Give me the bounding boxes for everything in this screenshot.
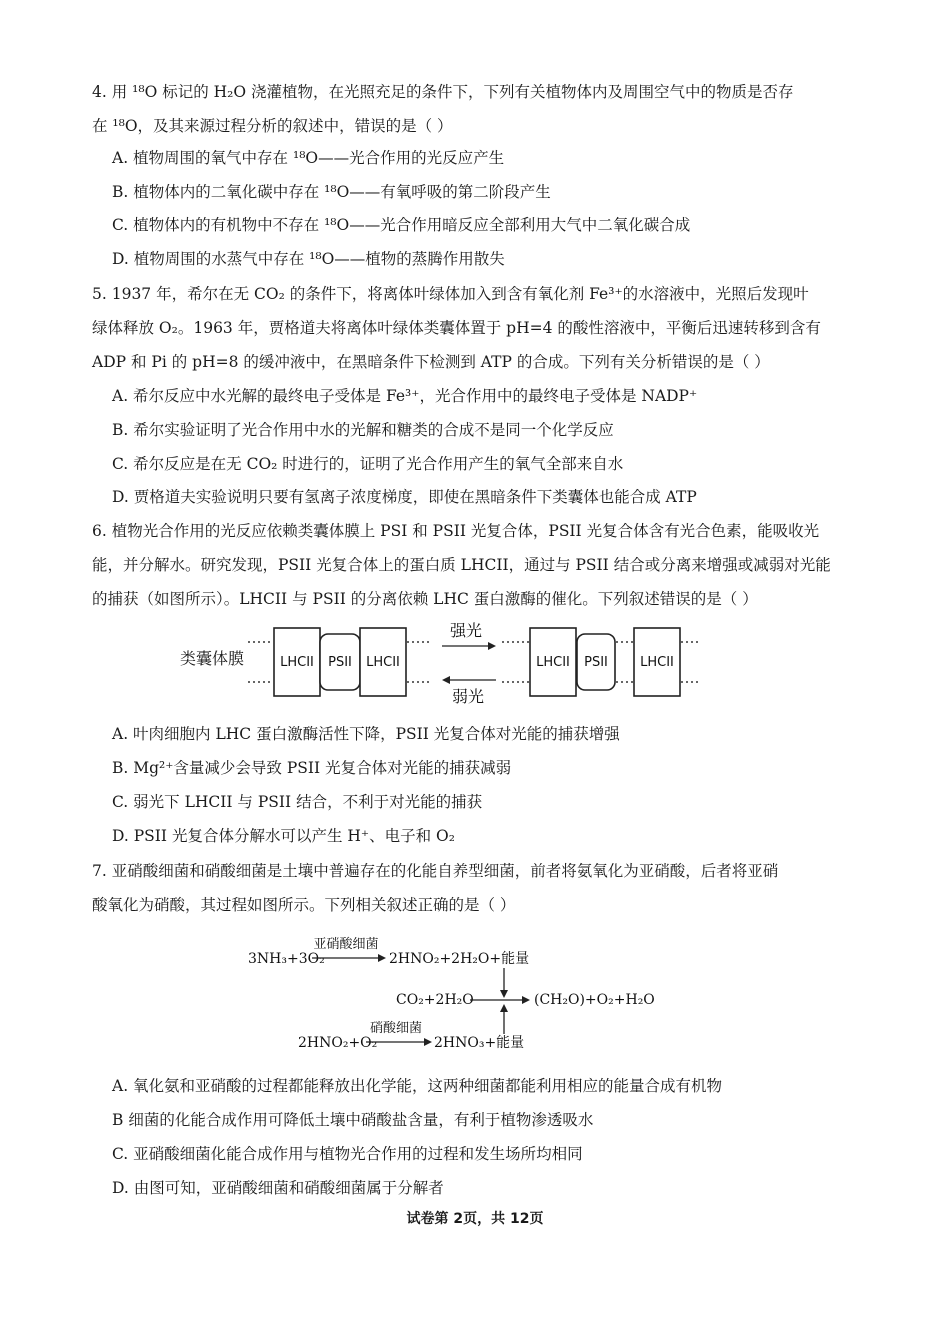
q5-option-d: D. 贾格道夫实验说明只要有氢离子浓度梯度，即使在黑暗条件下类囊体也能合成 ATP: [112, 488, 697, 506]
q6-option-c: C. 弱光下 LHCII 与 PSII 结合，不利于对光能的捕获: [112, 793, 483, 811]
q7-stem-line1: 7. 亚硝酸细菌和硝酸细菌是土壤中普遍存在的化能自养型细菌，前者将氨氧化为亚硝酸，后者将亚硝: [92, 862, 779, 880]
energy-arrow-up-head: [500, 1004, 508, 1012]
q6-stem-line3: 的捕获（如图所示）。LHCII 与 PSII 的分离依赖 LHC 蛋白激酶的催化。下列叙述错误的是（ ）: [92, 590, 758, 608]
arrow-strong-light-head: [488, 642, 496, 650]
eq2-right: (CH₂O)+O₂+H₂O: [534, 992, 655, 1008]
eq3-left: 2HNO₂+O₂: [298, 1035, 378, 1051]
arrow-weak-light-head: [442, 676, 450, 684]
lhcii-label-left-1: LHCII: [280, 655, 314, 670]
eq3-right: 2HNO₃+能量: [434, 1035, 525, 1051]
eq3-arrow-head: [424, 1038, 432, 1046]
eq2-arrow-head: [522, 996, 530, 1004]
energy-arrow-down-head: [500, 990, 508, 998]
q4-option-b: B. 植物体内的二氧化碳中存在 ¹⁸O——有氧呼吸的第二阶段产生: [112, 183, 551, 201]
q6-stem-line1: 6. 植物光合作用的光反应依赖类囊体膜上 PSI 和 PSII 光复合体，PSII 光复合体含有光合色素，能吸收光: [92, 522, 820, 540]
q5-option-c: C. 希尔反应是在无 CO₂ 时进行的，证明了光合作用产生的氧气全部来自水: [112, 455, 624, 473]
lhcii-label-right-1: LHCII: [536, 655, 570, 670]
q5-option-b: B. 希尔实验证明了光合作用中水的光解和糖类的合成不是同一个化学反应: [112, 421, 614, 439]
membrane-label: 类囊体膜: [180, 649, 245, 668]
q7-stem-line2: 酸氧化为硝酸，其过程如图所示。下列相关叙述正确的是（ ）: [92, 896, 516, 914]
lhcii-label-right-2: LHCII: [640, 655, 674, 670]
q6-stem-line2: 能，并分解水。研究发现，PSII 光复合体上的蛋白质 LHCII，通过与 PSII 结合或分离来增强或减弱对光能: [92, 556, 831, 574]
q5-option-a: A. 希尔反应中水光解的最终电子受体是 Fe³⁺，光合作用中的最终电子受体是 NADP⁺: [112, 387, 698, 405]
eq1-left: 3NH₃+3O₂: [248, 951, 325, 967]
psii-diagram: [180, 618, 700, 708]
q7-option-b: B 细菌的化能合成作用可降低土壤中硝酸盐含量，有利于植物渗透吸水: [112, 1111, 594, 1129]
eq3-bacteria-label: 硝酸细菌: [369, 1021, 423, 1036]
q5-stem-line1: 5. 1937 年，希尔在无 CO₂ 的条件下，将离体叶绿体加入到含有氧化剂 Fe³⁺的水溶液中，光照后发现叶: [92, 285, 809, 303]
q5-stem-line2: 绿体释放 O₂。1963 年，贾格道夫将离体叶绿体类囊体置于 pH=4 的酸性溶液中，平衡后迅速转移到含有: [92, 319, 821, 337]
psii-label-right: PSII: [584, 655, 608, 670]
eq1-bacteria-label: 亚硝酸细菌: [313, 937, 379, 952]
q4-option-c: C. 植物体内的有机物中不存在 ¹⁸O——光合作用暗反应全部利用大气中二氧化碳合成: [112, 216, 691, 234]
q6-option-a: A. 叶肉细胞内 LHC 蛋白激酶活性下降，PSII 光复合体对光能的捕获增强: [112, 725, 620, 743]
q4-option-d: D. 植物周围的水蒸气中存在 ¹⁸O——植物的蒸腾作用散失: [112, 250, 505, 268]
strong-light-label: 强光: [449, 621, 483, 640]
q6-option-b: B. Mg²⁺含量减少会导致 PSII 光复合体对光能的捕获减弱: [112, 759, 512, 777]
eq2-left: CO₂+2H₂O: [396, 992, 474, 1008]
q7-option-c: C. 亚硝酸细菌化能合成作用与植物光合作用的过程和发生场所均相同: [112, 1145, 583, 1163]
q6-option-d: D. PSII 光复合体分解水可以产生 H⁺、电子和 O₂: [112, 827, 455, 845]
q7-option-a: A. 氧化氨和亚硝酸的过程都能释放出化学能，这两种细菌都能利用相应的能量合成有机物: [112, 1077, 723, 1095]
q4-stem-line1: 4. 用 ¹⁸O 标记的 H₂O 浇灌植物，在光照充足的条件下，下列有关植物体内及周围空气中的物质是否存: [92, 83, 794, 101]
q4-stem-line2: 在 ¹⁸O，及其来源过程分析的叙述中，错误的是（ ）: [92, 117, 453, 135]
q5-stem-line3: ADP 和 Pi 的 pH=8 的缓冲液中，在黑暗条件下检测到 ATP 的合成。下列有关分析错误的是（ ）: [92, 353, 770, 371]
page-footer: 试卷第 2页，共 12页: [406, 1211, 544, 1227]
weak-light-label: 弱光: [451, 687, 485, 706]
q4-option-a: A. 植物周围的氧气中存在 ¹⁸O——光合作用的光反应产生: [112, 149, 505, 167]
lhcii-label-left-2: LHCII: [366, 655, 400, 670]
chemosynthesis-diagram: [240, 930, 680, 1060]
eq1-arrow-head: [378, 954, 386, 962]
psii-label-left: PSII: [328, 655, 352, 670]
q7-option-d: D. 由图可知，亚硝酸细菌和硝酸细菌属于分解者: [112, 1179, 444, 1197]
eq1-right: 2HNO₂+2H₂O+能量: [389, 951, 530, 967]
